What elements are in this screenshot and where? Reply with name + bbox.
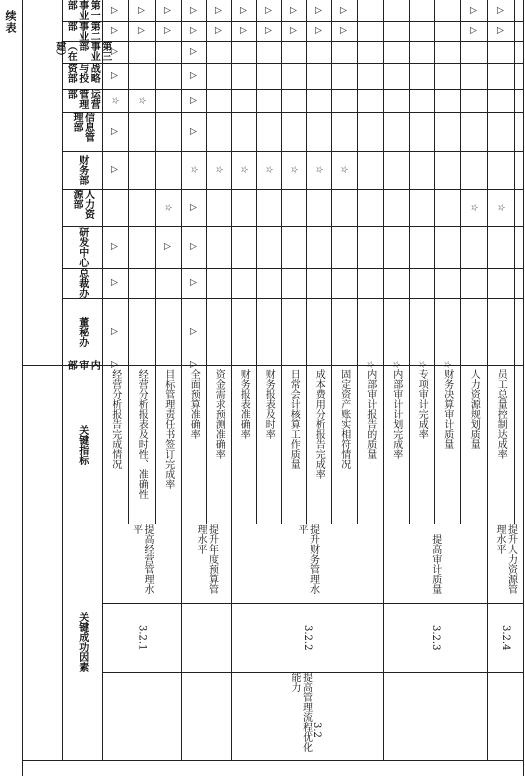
mark-row14-col1: △ bbox=[467, 27, 478, 34]
table-rule bbox=[62, 189, 523, 190]
dept-header-3 bbox=[62, 63, 102, 89]
mark-row0-col0: △ bbox=[108, 6, 119, 14]
dept-header-1-text: 第二事业部 bbox=[65, 21, 100, 41]
mark-row7-col1: △ bbox=[287, 27, 298, 34]
dept-header-11-text: 内审部 bbox=[65, 360, 100, 370]
dept-header-4 bbox=[62, 89, 102, 112]
table-rule bbox=[62, 89, 523, 90]
dept-header-1 bbox=[62, 21, 102, 41]
indicator-11-text: 内部审计计划完成率 bbox=[390, 369, 402, 459]
indicator-9-text: 固定资产账实相符情况 bbox=[338, 369, 350, 469]
group-number-0-text: 3.2.1 bbox=[136, 624, 148, 651]
mark-row7-col6: ☆ bbox=[288, 165, 299, 174]
table-rule bbox=[281, 0, 282, 365]
key-factors-header-text: 关键成功因素 bbox=[76, 612, 88, 672]
mark-row4-col0: △ bbox=[212, 6, 223, 14]
group-title-2 bbox=[231, 524, 383, 603]
indicator-5 bbox=[231, 365, 256, 528]
indicator-13-text: 财务决算审计质量 bbox=[441, 369, 453, 449]
mark-row0-col4: ☆ bbox=[109, 95, 120, 105]
dept-header-5-text: 信息管理部 bbox=[71, 112, 94, 142]
table-rule bbox=[155, 0, 156, 365]
section-title-text: 提高管理流程优化能力 bbox=[289, 672, 312, 752]
continued-label: 续表 bbox=[4, 10, 17, 34]
group-number-0 bbox=[102, 603, 181, 672]
indicator-6 bbox=[256, 365, 281, 528]
dept-header-10-text: 董秘办 bbox=[76, 316, 88, 347]
indicator-8 bbox=[306, 365, 331, 528]
mark-row9-col0: △ bbox=[337, 6, 348, 14]
group-title-3-text: 提高审计质量 bbox=[429, 533, 441, 594]
mark-row3-col5: △ bbox=[187, 127, 198, 135]
table-rule bbox=[62, 268, 523, 269]
group-number-2 bbox=[231, 603, 383, 672]
table-rule bbox=[62, 226, 523, 227]
mark-row0-col2: △ bbox=[108, 48, 119, 55]
mark-row0-col1: △ bbox=[108, 27, 119, 34]
dept-header-6 bbox=[62, 151, 102, 189]
dept-header-2 bbox=[53, 41, 111, 63]
table-rule bbox=[331, 0, 332, 365]
indicator-7 bbox=[281, 365, 306, 528]
indicator-8-text: 成本费用分析报告完成率 bbox=[313, 369, 325, 479]
table-rule bbox=[460, 0, 461, 365]
group-title-1 bbox=[181, 524, 231, 603]
indicator-3-text: 全面预算准确率 bbox=[188, 369, 200, 439]
indicator-1-text: 经营分析报表及时性、准确性 bbox=[136, 369, 148, 499]
mark-row4-col1: △ bbox=[212, 27, 223, 34]
dept-header-9-text: 总裁办 bbox=[76, 268, 88, 298]
indicator-9 bbox=[331, 365, 357, 528]
mark-row1-col4: ☆ bbox=[136, 95, 147, 105]
section-number-text: 3.2 bbox=[310, 722, 322, 738]
indicator-7-text: 日常会计核算工作质量 bbox=[288, 369, 300, 469]
indicator-5-text: 财务报表准确率 bbox=[238, 369, 250, 439]
indicator-12 bbox=[409, 365, 434, 528]
key-indicators-header bbox=[62, 365, 102, 524]
mark-row8-col0: △ bbox=[312, 6, 323, 14]
mark-row9-col6: ☆ bbox=[338, 165, 349, 174]
group-title-3 bbox=[383, 524, 487, 603]
group-number-4-text: 3.2.4 bbox=[499, 624, 511, 651]
mark-row10-col11: ☆ bbox=[364, 360, 375, 369]
table-rule bbox=[514, 0, 515, 365]
mark-row5-col1: △ bbox=[237, 27, 248, 34]
dept-header-8-text: 研发中心 bbox=[76, 227, 88, 267]
table-rule bbox=[256, 0, 257, 365]
mark-row15-col1: △ bbox=[494, 27, 505, 34]
mark-row2-col0: △ bbox=[161, 6, 172, 14]
table-rule bbox=[22, 0, 23, 776]
table-rule bbox=[22, 760, 523, 761]
indicator-0-text: 经营分析报告完成情况 bbox=[109, 369, 121, 469]
mark-row3-col10: △ bbox=[187, 327, 198, 335]
indicator-12-text: 专项审计完成率 bbox=[416, 369, 428, 439]
mark-row8-col1: △ bbox=[312, 27, 323, 34]
key-indicators-header-text: 关键指标 bbox=[76, 424, 88, 465]
mark-row0-col5: △ bbox=[108, 127, 119, 135]
mark-row3-col7: △ bbox=[187, 203, 198, 211]
indicator-10 bbox=[357, 365, 383, 528]
group-number-4 bbox=[487, 603, 523, 672]
indicator-11 bbox=[383, 365, 409, 528]
mark-row6-col6: ☆ bbox=[263, 165, 274, 174]
mark-row0-col11: △ bbox=[108, 361, 119, 368]
table-rule bbox=[62, 112, 523, 113]
group-number-2-text: 3.2.2 bbox=[301, 624, 313, 651]
mark-row2-col7: ☆ bbox=[162, 202, 173, 212]
group-number-3-text: 3.2.3 bbox=[429, 624, 441, 651]
indicator-15-text: 员工总量控制达成率 bbox=[495, 369, 507, 459]
mark-row0-col3: △ bbox=[108, 72, 119, 79]
indicator-2-text: 目标管理责任书签订完成率 bbox=[162, 369, 174, 489]
mark-row2-col8: △ bbox=[161, 243, 172, 250]
indicator-10-text: 内部审计报告的质量 bbox=[364, 369, 376, 459]
indicator-1 bbox=[128, 365, 155, 528]
table-rule bbox=[102, 603, 523, 604]
table-rule bbox=[514, 365, 515, 524]
indicator-2 bbox=[155, 365, 181, 528]
mark-row1-col1: △ bbox=[135, 27, 146, 34]
mark-row14-col0: △ bbox=[467, 6, 478, 14]
dept-header-8 bbox=[62, 226, 102, 268]
mark-row6-col1: △ bbox=[262, 27, 273, 34]
mark-row3-col11: △ bbox=[187, 361, 198, 368]
mark-row3-col9: △ bbox=[187, 279, 198, 286]
dept-header-10 bbox=[62, 298, 102, 365]
mark-row0-col9: △ bbox=[108, 279, 119, 286]
mark-row3-col0: △ bbox=[187, 6, 198, 14]
group-title-2-text: 提升财务管理水平 bbox=[296, 524, 319, 594]
dept-header-5 bbox=[62, 112, 102, 151]
table-rule bbox=[383, 0, 384, 365]
table-rule bbox=[62, 524, 63, 760]
dept-header-6-text: 财务部 bbox=[76, 155, 88, 185]
mark-row7-col0: △ bbox=[287, 6, 298, 14]
mark-row3-col3: △ bbox=[187, 72, 198, 79]
mark-row3-col1: △ bbox=[187, 27, 198, 34]
dept-header-2-text: 第三事业部（在建） bbox=[53, 41, 111, 61]
mark-row15-col7: ☆ bbox=[495, 202, 506, 212]
dept-header-4-text: 运营管理部 bbox=[65, 89, 100, 109]
table-rule bbox=[181, 0, 182, 365]
mark-row1-col0: △ bbox=[135, 6, 146, 14]
mark-row3-col6: ☆ bbox=[188, 165, 199, 174]
group-title-0-text: 提高经营管理水平 bbox=[130, 524, 153, 594]
group-title-0 bbox=[102, 524, 181, 603]
mark-row13-col11: ☆ bbox=[441, 360, 452, 369]
indicator-13 bbox=[434, 365, 460, 528]
dept-header-0 bbox=[62, 0, 102, 21]
mark-row4-col6: ☆ bbox=[213, 165, 224, 174]
table-rule bbox=[434, 0, 435, 365]
table-rule bbox=[206, 0, 207, 365]
indicator-4 bbox=[206, 365, 231, 528]
dept-header-7 bbox=[62, 189, 102, 226]
mark-row0-col8: △ bbox=[108, 243, 119, 250]
table-rule bbox=[62, 21, 523, 22]
table-rule bbox=[128, 0, 129, 365]
mark-row15-col0: △ bbox=[494, 6, 505, 14]
group-title-4 bbox=[487, 524, 523, 603]
indicator-15 bbox=[487, 365, 514, 528]
mark-row2-col1: △ bbox=[161, 27, 172, 34]
dept-header-9 bbox=[62, 268, 102, 298]
key-factors-header bbox=[62, 524, 102, 760]
group-title-4-text: 提升人力资源管理水平 bbox=[494, 524, 517, 594]
table-rule bbox=[523, 0, 524, 776]
mark-row5-col6: ☆ bbox=[238, 165, 249, 174]
mark-row6-col0: △ bbox=[262, 6, 273, 14]
table-rule bbox=[409, 0, 410, 365]
dept-header-7-text: 人力资源部 bbox=[71, 189, 94, 219]
mark-row3-col4: △ bbox=[187, 96, 198, 104]
dept-header-3-text: 战略与投资部 bbox=[65, 63, 100, 83]
table-rule bbox=[357, 0, 358, 365]
dept-header-0-text: 第一事业部 bbox=[65, 0, 100, 20]
table-rule bbox=[231, 0, 232, 365]
group-number-3 bbox=[383, 603, 487, 672]
table-rule bbox=[62, 63, 523, 64]
table-rule bbox=[62, 151, 523, 152]
mark-row5-col0: △ bbox=[237, 6, 248, 14]
table-rule bbox=[306, 0, 307, 365]
indicator-14-text: 人力资源规划质量 bbox=[468, 369, 480, 449]
mark-row0-col6: △ bbox=[108, 166, 119, 173]
mark-row8-col6: ☆ bbox=[313, 165, 324, 174]
indicator-4-text: 资金需求预测准确率 bbox=[213, 369, 225, 459]
mark-row3-col8: △ bbox=[187, 243, 198, 250]
mark-row9-col1: △ bbox=[337, 27, 348, 34]
mark-row0-col10: △ bbox=[108, 327, 119, 335]
mark-row14-col7: ☆ bbox=[468, 202, 479, 212]
table-rule bbox=[487, 0, 488, 365]
table-rule bbox=[62, 298, 523, 299]
group-title-1-text: 提升年度预算管理水平 bbox=[195, 524, 218, 594]
indicator-14 bbox=[460, 365, 487, 528]
indicator-3 bbox=[181, 365, 206, 528]
section-number bbox=[296, 700, 336, 760]
mark-row11-col11: ☆ bbox=[390, 360, 401, 369]
indicator-0 bbox=[102, 365, 128, 528]
mark-row12-col11: ☆ bbox=[416, 360, 427, 369]
table-rule bbox=[62, 41, 523, 42]
indicator-6-text: 财务报表及时率 bbox=[263, 369, 275, 439]
mark-row3-col2: △ bbox=[187, 48, 198, 55]
